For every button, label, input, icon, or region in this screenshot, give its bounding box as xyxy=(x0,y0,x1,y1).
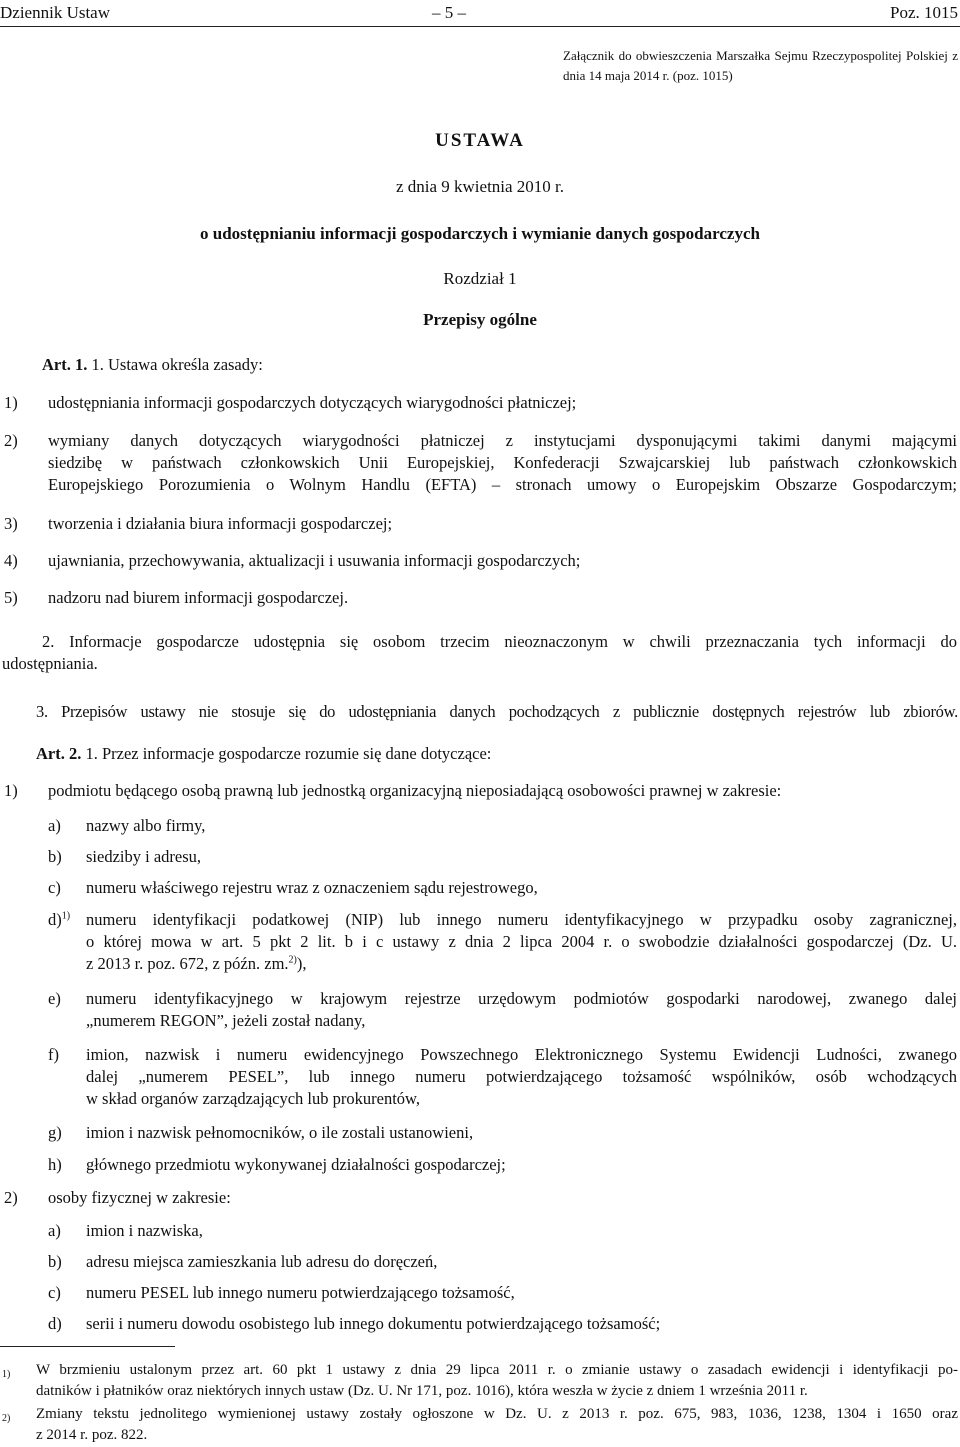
chapter-name: Przepisy ogólne xyxy=(423,310,537,329)
sub-item-letter: g) xyxy=(48,1123,62,1142)
art1-p1-lead: 1. Ustawa określa zasady: xyxy=(91,355,263,374)
art1-item-text-line: wymiany danych dotyczących wiarygodności płatniczej z instytucjami dysponującymi takimi danymi mającymi xyxy=(48,431,957,450)
header-journal-name: Dziennik Ustaw xyxy=(0,3,111,22)
sub-item-text-line: w skład organów zarządzających lub prokurentów, xyxy=(86,1089,420,1108)
art1-item-number: 2) xyxy=(4,431,18,450)
sub-item-letter: c) xyxy=(48,1283,61,1302)
sub-item-text: imion i nazwisk pełnomocników, o ile zostali ustanowieni, xyxy=(86,1123,474,1142)
footnote-ref-1[interactable]: 1) xyxy=(61,910,71,922)
sub-item-letter: b) xyxy=(48,1252,62,1271)
sub-item-text-line: z 2013 r. poz. 672, z późn. zm. xyxy=(86,954,289,973)
art1-item-number: 1) xyxy=(4,393,18,412)
sub-item-text: serii i numeru dowodu osobistego lub innego dokumentu potwierdzającego tożsamość; xyxy=(86,1314,661,1333)
art2-item-text: osoby fizycznej w zakresie: xyxy=(48,1188,231,1207)
sub-item-letter: h) xyxy=(48,1155,62,1174)
sub-item-text: głównego przedmiotu wykonywanej działalności gospodarczej; xyxy=(86,1155,506,1174)
art2-item-text: podmiotu będącego osobą prawną lub jednostką organizacyjną nieposiadającą osobowości prawnej w zakresie: xyxy=(48,781,782,800)
art1-item-text-line: siedzibę w państwach członkowskich Unii Europejskiej, Konfederacji Szwajcarskiej lub państwach członkowskich xyxy=(48,453,957,472)
footnote-text-line: z 2014 r. poz. 822. xyxy=(36,1427,148,1443)
sub-item-text: numeru PESEL lub innego numeru potwierdzającego tożsamość, xyxy=(86,1283,515,1302)
footnote-mark: 1) xyxy=(2,1369,11,1380)
annex-note: Załącznik do obwieszczenia Marszałka Sejmu Rzeczypospolitej Polskiej z dnia 14 maja 2014 r. (poz. 1015) xyxy=(563,48,958,83)
art1-item-text: tworzenia i działania biura informacji gospodarczej; xyxy=(48,514,393,533)
act-subject: o udostępnianiu informacji gospodarczych i wymianie danych gospodarczych xyxy=(200,224,760,243)
art1-paragraph2-line: 2. Informacje gospodarcze udostępnia się osobom trzecim nieoznaczonym w chwili przeznaczania tych informacji do xyxy=(42,632,957,651)
sub-item-text: numeru właściwego rejestru wraz z oznaczeniem sądu rejestrowego, xyxy=(86,878,538,897)
art1-item-text: ujawniania, przechowywania, aktualizacji i usuwania informacji gospodarczych; xyxy=(48,551,581,570)
art1-paragraph3: 3. Przepisów ustawy nie stosuje się do udostępniania danych pochodzących z publicznie dostępnych rejestrów lub zbiorów. xyxy=(36,702,958,721)
sub-item-text: nazwy albo firmy, xyxy=(86,816,206,835)
footnote-text-line: datników i płatników oraz niektórych innych ustaw (Dz. U. Nr 171, poz. 1016), która weszła w życie z dniem 1 września 2011 r. xyxy=(36,1383,808,1399)
footnote-ref-2[interactable]: 2) xyxy=(288,954,297,966)
sub-item-letter: f) xyxy=(48,1045,59,1064)
art2-p1-lead: 1. Przez informacje gospodarcze rozumie się dane dotyczące: xyxy=(85,744,492,763)
art1-item-number: 4) xyxy=(4,551,18,570)
sub-item-tail: ), xyxy=(296,954,307,973)
sub-item-letter: c) xyxy=(48,878,61,897)
header-page-number: – 5 – xyxy=(432,3,466,22)
art2-item-number: 1) xyxy=(4,781,18,800)
sub-item-text-line: dalej „numerem PESEL”, lub innego numeru potwierdzającego tożsamość wspólników, osób wchodzących xyxy=(86,1067,957,1086)
art1-item-number: 3) xyxy=(4,514,18,533)
sub-item-text-line: numeru identyfikacji podatkowej (NIP) lub innego numeru identyfikacyjnego w przypadku osoby zagranicznej, xyxy=(86,910,957,929)
art1-item-text: udostępniania informacji gospodarczych dotyczących wiarygodności płatniczej; xyxy=(48,393,577,412)
sub-item-text: imion i nazwiska, xyxy=(86,1221,203,1240)
footnote-text-line: W brzmieniu ustalonym przez art. 60 pkt 1 ustawy z dnia 29 lipca 2011 r. o zmianie ustawy o zasadach ewidencji i identyfikacji po- xyxy=(36,1362,958,1378)
act-date: z dnia 9 kwietnia 2010 r. xyxy=(395,177,565,196)
sub-item-text-line: numeru identyfikacyjnego w krajowym rejestrze urzędowym podmiotów gospodarki narodowej, zwanego dalej xyxy=(86,989,957,1008)
art1-item-number: 5) xyxy=(4,588,18,607)
sub-item-text-line: o której mowa w art. 5 pkt 2 lit. b i c ustawy z dnia 2 lipca 2004 r. o swobodzie działalności gospodarczej (Dz. U. xyxy=(86,932,957,951)
sub-item-letter: a) xyxy=(48,1221,61,1240)
act-title: USTAWA xyxy=(435,130,525,151)
sub-item-letter: e) xyxy=(48,989,61,1008)
sub-item-letter-d xyxy=(48,909,70,931)
sub-item-text: adresu miejsca zamieszkania lub adresu do doręczeń, xyxy=(86,1252,438,1271)
footnote-text-line: Zmiany tekstu jednolitego wymienionej ustawy zostały ogłoszone w Dz. U. z 2013 r. poz. 675, 983, 1036, 1238, 1304 i 1650 oraz xyxy=(36,1406,958,1422)
sub-item-text-line: imion, nazwisk i numeru ewidencyjnego Powszechnego Elektronicznego Systemu Ewidencji Ludności, zwanego xyxy=(86,1045,957,1064)
art1-paragraph1 xyxy=(42,354,263,376)
sub-item-text-line-last xyxy=(86,953,307,975)
art1-item-text: nadzoru nad biurem informacji gospodarczej. xyxy=(48,588,349,607)
chapter-number: Rozdział 1 xyxy=(443,269,517,288)
sub-item-text-line: „numerem REGON”, jeżeli został nadany, xyxy=(86,1011,366,1030)
art2-label: Art. 2. xyxy=(36,744,82,763)
art1-paragraph2-line: udostępniania. xyxy=(2,654,98,673)
art1-item-text-line: Europejskiego Porozumienia o Wolnym Handlu (EFTA) – stronach umowy o Europejskim Obszarze Gospodarczym; xyxy=(48,475,957,494)
header-position: Poz. 1015 xyxy=(890,3,958,22)
sub-item-letter: a) xyxy=(48,816,61,835)
art2-paragraph1 xyxy=(36,743,491,765)
art2-item-number: 2) xyxy=(4,1188,18,1207)
sub-item-letter: d) xyxy=(48,910,62,929)
footnote-mark: 2) xyxy=(2,1413,11,1424)
header-divider xyxy=(0,26,960,27)
art1-label: Art. 1. xyxy=(42,355,88,374)
sub-item-letter: b) xyxy=(48,847,62,866)
sub-item-letter: d) xyxy=(48,1314,62,1333)
sub-item-text: siedziby i adresu, xyxy=(86,847,202,866)
footnote-divider xyxy=(0,1346,175,1347)
